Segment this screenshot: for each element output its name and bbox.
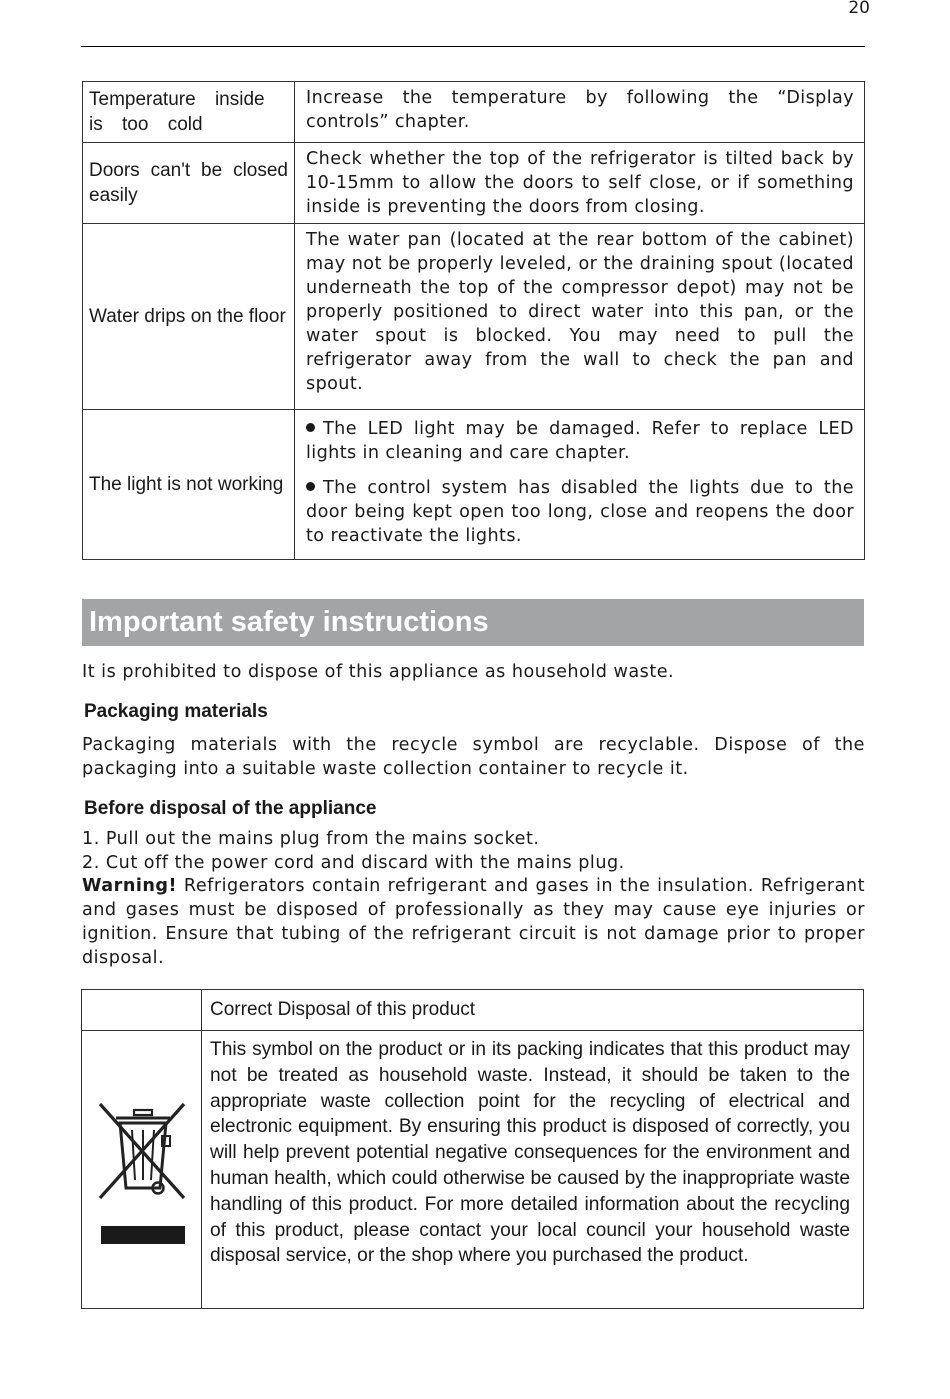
empty-cell xyxy=(82,990,202,1031)
intro-text: It is prohibited to dispose of this appliance as household waste. xyxy=(82,662,675,682)
disposal-table-heading: Correct Disposal of this product xyxy=(202,990,864,1031)
problem-cell: Doors can't be closed easily xyxy=(83,143,295,224)
problem-cell: Temperature inside is too cold xyxy=(83,82,295,143)
packaging-heading: Packaging materials xyxy=(84,701,268,722)
table-row xyxy=(83,410,865,560)
table-row xyxy=(83,224,865,410)
solution-text: The water pan (located at the rear bottom of the cabinet) may not be properly leveled, or the draining spout (located underneath the top of the compressor depot) may not be properly positioned to direct water into this pan, or the water spout is blocked. You may need to pull the refrigerator away from the wall to check the pan and spout. xyxy=(306,230,854,394)
disposal-table xyxy=(81,989,864,1309)
disposal-description: This symbol on the product or in its packing indicates that this product may not be treated as household waste. Instead, it should be taken to the appropriate waste collection point for the recycling of electrical and electronic equipment. By ensuring this product is disposed of correctly, you will help prevent potential negative consequences for the environment and human health, which could otherwise be caused by the inappropriate waste handling of this product. For more detailed information about the recycling of this product, please contact your local council your household waste disposal service, or the shop where you purchased the product. xyxy=(202,1031,864,1309)
weee-symbol-cell xyxy=(82,1031,202,1309)
warning-label: Warning! xyxy=(82,876,178,897)
warning-text: Refrigerators contain refrigerant and gases in the insulation. Refrigerant and gases must be disposed of professionally as they may cause eye injuries or ignition. Ensure that tubing of the refrigerant circuit is not damage prior to proper disposal. xyxy=(82,876,865,968)
table-row xyxy=(82,990,864,1031)
solution-cell xyxy=(295,410,865,560)
troubleshooting-table xyxy=(82,81,865,560)
disposal-steps xyxy=(82,828,865,970)
solution-cell xyxy=(295,143,865,224)
section-header xyxy=(82,599,864,646)
table-row xyxy=(82,1031,864,1309)
packaging-text: Packaging materials with the recycle symbol are recyclable. Dispose of the packaging into a suitable waste collection container to recycle it. xyxy=(82,735,865,779)
step-1: 1. Pull out the mains plug from the mains socket. xyxy=(82,829,540,849)
table-row xyxy=(83,143,865,224)
warning-paragraph xyxy=(82,875,865,970)
solution-cell xyxy=(295,224,865,410)
table-row xyxy=(83,82,865,143)
solution-bullet: The control system has disabled the lights due to the door being kept open too long, close and reopens the door to reactivate the lights. xyxy=(306,478,854,546)
problem-cell: The light is not working xyxy=(83,410,295,560)
bullet-icon xyxy=(306,423,315,432)
header-rule xyxy=(81,46,865,47)
solution-text: Increase the temperature by following the “Display controls” chapter. xyxy=(306,88,854,132)
solution-text: Check whether the top of the refrigerator is tilted back by 10-15mm to allow the doors to self close, or if something inside is preventing the doors from closing. xyxy=(306,149,854,217)
page-number: 20 xyxy=(848,0,870,18)
step-2: 2. Cut off the power cord and discard with the mains plug. xyxy=(82,852,625,873)
bullet-icon xyxy=(306,482,315,491)
section-title: Important safety instructions xyxy=(89,606,489,638)
solution-cell xyxy=(295,82,865,143)
disposal-heading: Before disposal of the appliance xyxy=(84,798,377,819)
problem-cell: Water drips on the floor xyxy=(83,224,295,410)
solution-bullet: The LED light may be damaged. Refer to replace LED lights in cleaning and care chapter. xyxy=(306,419,854,463)
crossed-out-wheelie-bin-icon xyxy=(90,1090,194,1250)
